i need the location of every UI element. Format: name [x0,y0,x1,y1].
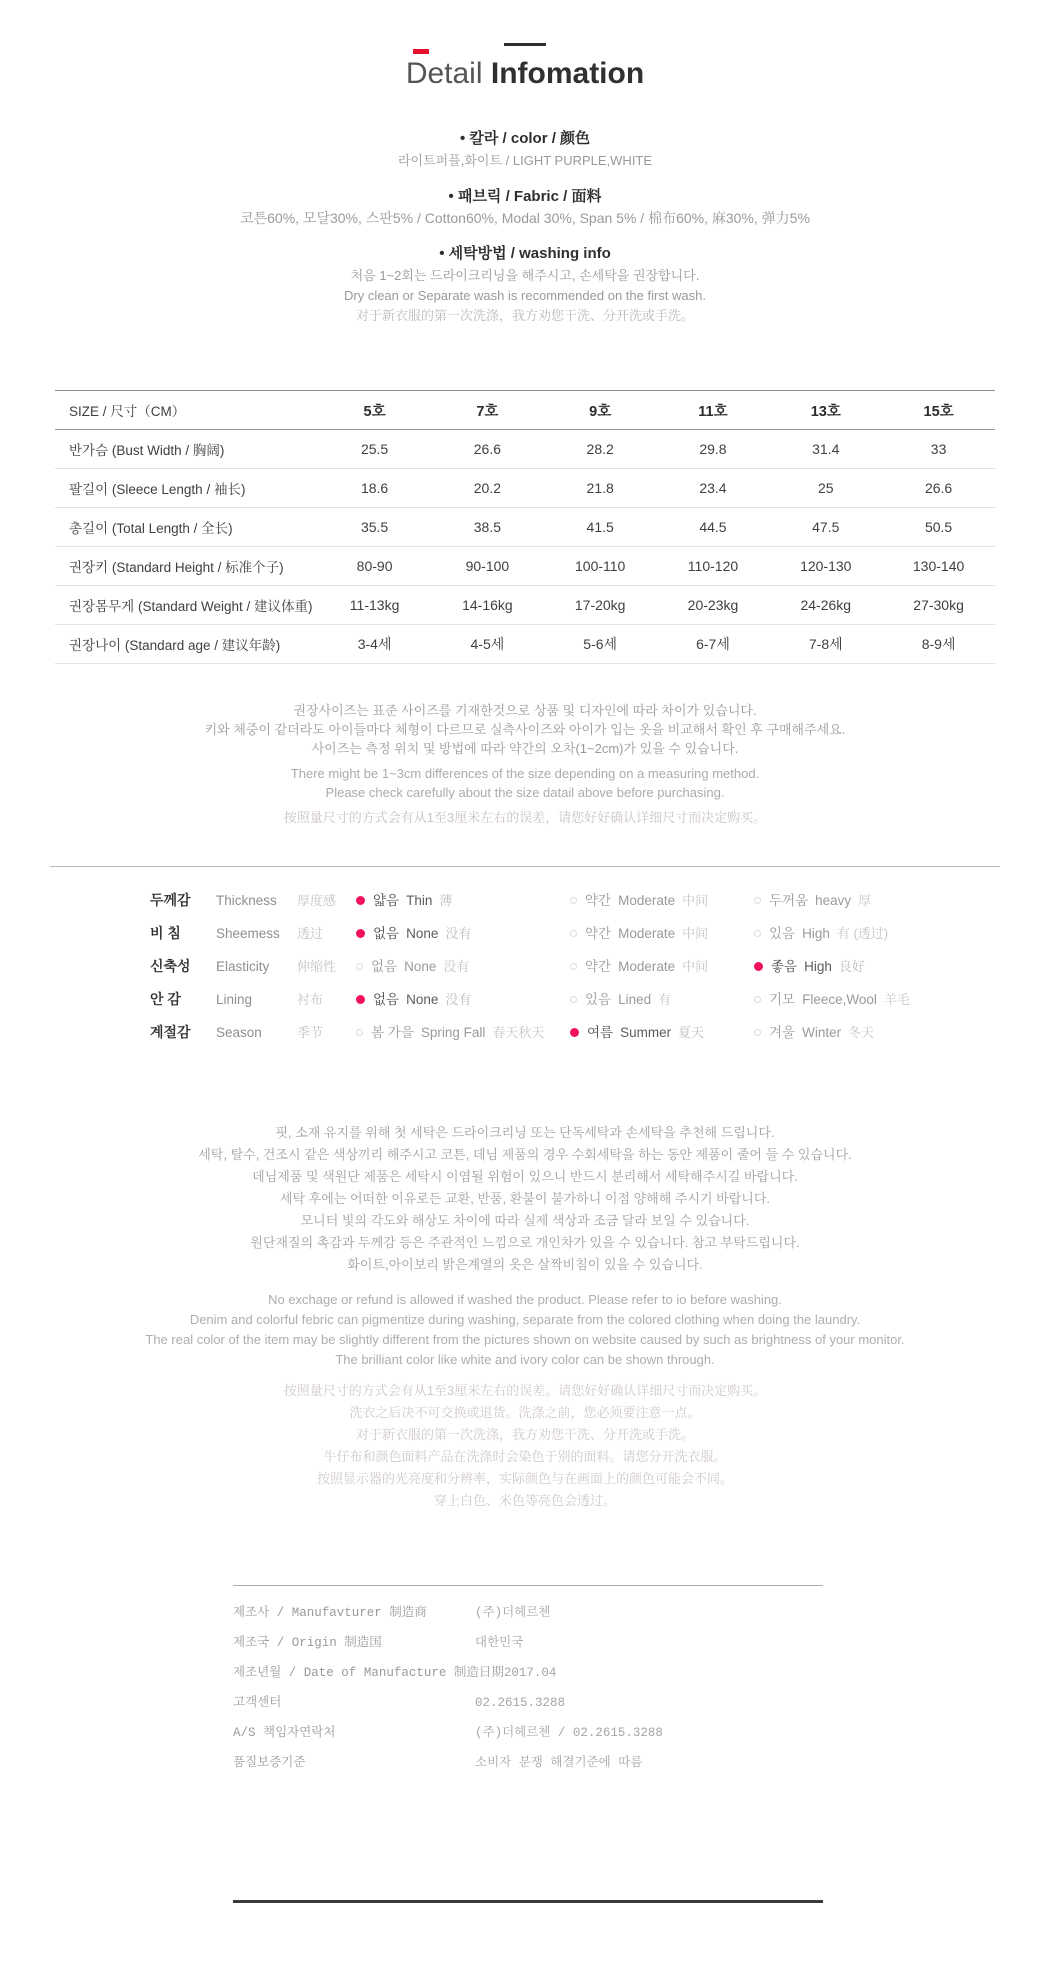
cell: 130-140 [912,558,965,574]
maker-label: A/S 책임자연락처 [233,1726,336,1740]
cell: 80-90 [356,558,393,574]
top-red-dash [413,49,429,54]
attr-option [754,884,871,917]
section-divider-line [50,866,1000,867]
attr-option [570,983,671,1016]
option-dot-icon [356,896,365,905]
cell: 28.2 [586,441,614,457]
cell: 26.6 [924,480,953,496]
cell: 110-120 [687,558,739,574]
care-line-en: Denim and colorful febric can pigmentize during washing, separate from the colored clothing when doing the laundry. [189,1312,861,1327]
attr-option [356,884,452,917]
care-line-en: The brilliant color like white and ivory color can be shown through. [335,1352,715,1367]
option-cn: 羊毛 [883,992,910,1007]
title-divider-line [504,43,546,46]
cell: 24-26kg [800,597,852,613]
fabric-section-value: 코튼60%, 모달30%, 스판5% / Cotton60%, Modal 30%, Span 5% / 棉布60%, 麻30%, 弹力5% [240,210,810,226]
care-line-cn: 按照显示器的光亮度和分辨率，实际颜色与在画面上的颜色可能会不同。 [316,1471,733,1486]
cell: 6-7세 [696,636,730,652]
option-kr: 좋음 [771,959,798,974]
cell: 29.8 [699,441,727,457]
cell: 90-100 [465,558,510,574]
row-label: 권장몸무게 (Standard Weight / 建议体重) [69,599,313,614]
option-dot-icon [356,929,365,938]
option-en: High [802,926,830,941]
option-kr: 없음 [373,926,400,941]
cell: 41.5 [586,519,614,535]
cell: 26.6 [473,441,501,457]
row-label: 반가슴 (Bust Width / 胸阔) [69,443,225,458]
option-cn: 有 (透过) [836,926,889,941]
cell: 33 [930,441,947,457]
option-kr: 있음 [769,926,796,941]
cell: 14-16kg [462,597,513,613]
option-cn: 良好 [838,959,865,974]
row-label: 팔길이 (Sleece Length / 袖长) [69,482,246,497]
option-cn: 夏天 [678,1025,705,1040]
page-title [0,55,1050,93]
cell: 18.6 [360,480,389,496]
attr-label-en: Elasticity [216,959,270,974]
option-dot-icon [754,996,761,1003]
maker-row-origin [233,1628,823,1658]
attr-label-kr: 비 침 [150,925,181,941]
care-line-kr: 핏, 소재 유지를 위해 첫 세탁은 드라이크리닝 또는 단독세탁과 손세탁을 추천해 드립니다. [275,1125,775,1140]
care-line-kr: 모니터 빛의 각도와 해상도 차이에 따라 실제 색상과 조금 달라 보일 수 있습니다. [300,1213,750,1228]
attr-label-cn: 伸缩性 [297,959,337,974]
option-dot-icon [570,963,577,970]
size-note-kr: 권장사이즈는 표준 사이즈를 기재한것으로 상품 및 디자인에 따라 차이가 있습니다. [293,703,757,718]
attr-label-cn: 季节 [297,1025,324,1040]
attribute-table [0,884,1050,1049]
size-note-kr: 키와 체중이 같더라도 아이들마다 체형이 다르므로 실측사이즈와 아이가 입는 옷을 비교해서 확인 후 구매해주세요. [204,722,846,737]
care-line-cn: 穿上白色、米色等亮色会透过。 [433,1493,616,1508]
care-line-cn: 对于新衣服的第一次洗涤，我方劝您干洗、分开洗或手洗。 [355,1427,694,1442]
option-cn: 冬天 [848,1025,875,1040]
attr-row-elasticity [0,950,1050,983]
table-row-age [55,625,995,664]
option-dot-icon [570,897,577,904]
attr-option [754,917,888,950]
care-line-cn: 洗衣之后决不可交换或退货。洗涤之前，您必须要注意一点。 [349,1405,701,1420]
care-line-kr: 세탁, 탈수, 건조시 같은 색상끼리 해주시고 코튼, 데님 제품의 경우 수회세탁을 하는 동안 제품이 줄어 들 수 있습니다. [198,1147,852,1162]
cell: 35.5 [360,519,389,535]
option-en: heavy [815,893,852,908]
table-row-total-length [55,508,995,547]
option-kr: 없음 [373,992,400,1007]
option-kr: 약간 [585,959,612,974]
option-dot-icon [754,962,763,971]
option-dot-icon [356,1029,363,1036]
cell: 21.8 [586,480,614,496]
maker-value: (주)더헤르첸 [475,1606,551,1620]
maker-row-as-contact [233,1718,823,1748]
size-col-7: 7호 [476,403,499,420]
maker-value: 대한민국 [475,1636,524,1650]
attr-label-cn: 厚度感 [297,893,337,908]
attr-label-en: Lining [216,992,253,1007]
table-row-height [55,547,995,586]
option-cn: 中间 [682,893,709,908]
attr-label-en: Season [216,1025,262,1040]
option-en: Winter [802,1025,842,1040]
washing-line-cn: 对于新衣服的第一次洗涤，我方劝您干洗、分开洗或手洗。 [355,308,694,323]
cell: 120-130 [800,558,852,574]
option-en: None [404,959,437,974]
maker-row-date [233,1658,823,1688]
care-line-kr: 원단재질의 촉감과 두께감 등은 주관적인 느낌으로 개인차가 있을 수 있습니다. 참고 부탁드립니다. [250,1235,800,1250]
washing-info-lines [0,266,1050,326]
care-line-cn: 牛仔布和颜色面料产品在洗涤时会染色于别的面料。请您分开洗衣服。 [323,1449,727,1464]
washing-line-en: Dry clean or Separate wash is recommended on the first wash. [343,288,706,303]
maker-row-customer-center [233,1688,823,1718]
size-col-5: 5호 [363,403,386,420]
maker-value: 2017.04 [503,1666,557,1680]
maker-label: 제조사 / Manufavturer 制造商 [233,1606,427,1620]
option-dot-icon [754,1029,761,1036]
cell: 3-4세 [357,636,392,652]
care-line-kr: 화이트,아이보리 밝은계열의 옷은 살짝비침이 있을 수 있습니다. [347,1257,703,1272]
size-table-header-row [55,391,995,430]
page-title-light: Detail [405,57,483,90]
option-cn: 薄 [439,893,453,908]
option-dot-icon [754,897,761,904]
care-line-en: No exchage or refund is allowed if washed the product. Please refer to io before washing. [268,1292,782,1307]
size-col-9: 9호 [589,403,612,420]
cell: 5-6세 [583,636,618,652]
care-notes-cn [0,1380,1050,1512]
fabric-section-heading: • 패브릭 / Fabric / 面料 [448,188,602,205]
attr-row-sheerness [0,917,1050,950]
attr-label-en: Thickness [216,893,277,908]
cell: 25.5 [360,441,389,457]
attr-label-kr: 신축성 [150,958,191,974]
option-en: Moderate [618,959,676,974]
attr-label-kr: 안 감 [150,991,181,1007]
care-notes-en [0,1290,1050,1370]
option-en: Moderate [618,893,676,908]
manufacturer-table [233,1585,823,1778]
maker-label: 품질보증기준 [233,1756,306,1770]
attr-option [570,1016,704,1049]
size-notes [0,701,1050,827]
care-line-kr: 데님제품 및 색원단 제품은 세탁시 이염될 위험이 있으니 반드시 분리해서 세탁해주시길 바랍니다. [252,1169,798,1184]
color-section-heading: • 칼라 / color / 颜色 [459,130,591,147]
care-line-en: The real color of the item may be slightly different from the pictures shown on website caused by such as brightness of your monitor. [145,1332,905,1347]
cell: 47.5 [812,519,840,535]
option-cn: 厚 [858,893,872,908]
option-dot-icon [754,930,761,937]
cell: 50.5 [924,519,953,535]
option-kr: 봄 가을 [371,1025,414,1040]
option-cn: 没有 [445,992,472,1007]
maker-label: 고객센터 [233,1696,282,1710]
attr-row-season [0,1016,1050,1049]
attr-option [570,950,708,983]
cell: 38.5 [473,519,501,535]
maker-value: (주)더헤르첸 / 02.2615.3288 [475,1726,663,1740]
cell: 4-5세 [470,636,505,652]
option-en: Spring Fall [420,1025,486,1040]
option-en: Summer [620,1025,672,1040]
attr-option [754,983,910,1016]
row-label: 총길이 (Total Length / 全长) [69,521,233,536]
attr-label-kr: 두께감 [150,892,191,908]
option-cn: 有 [658,992,672,1007]
washing-line-kr: 처음 1~2회는 드라이크리닝을 해주시고, 손세탁을 권장합니다. [350,268,700,283]
color-section-value: 라이트퍼플,화이트 / LIGHT PURPLE,WHITE [397,153,653,168]
option-kr: 얇음 [373,893,400,908]
cell: 8-9세 [921,636,956,652]
size-col-11: 11호 [698,403,728,420]
option-kr: 겨울 [769,1025,796,1040]
option-cn: 中间 [682,926,709,941]
size-table [55,390,995,664]
cell: 20.2 [473,480,501,496]
attr-label-cn: 透过 [297,926,324,941]
cell: 27-30kg [913,597,964,613]
maker-value: 02.2615.3288 [475,1696,566,1710]
cell: 100-110 [575,558,626,574]
option-dot-icon [570,996,577,1003]
option-dot-icon [356,995,365,1004]
cell: 20-23kg [687,597,739,613]
table-row-weight [55,586,995,625]
care-notes-kr [0,1122,1050,1276]
bottom-divider-bar [233,1900,823,1903]
option-kr: 기모 [769,992,796,1007]
size-note-cn: 按照量尺寸的方式会有从1至3厘米左右的误差，请您好好确认详细尺寸而决定购买。 [283,810,767,825]
option-dot-icon [570,930,577,937]
care-line-kr: 세탁 후에는 어떠한 이유로든 교환, 반품, 환불이 불가하니 이점 양해해 주시기 바랍니다. [279,1191,771,1206]
table-row-bust [55,430,995,469]
cell: 25 [817,480,834,496]
option-en: Lined [618,992,652,1007]
option-cn: 春天秋天 [492,1025,545,1040]
cell: 17-20kg [574,597,626,613]
cell: 11-13kg [349,597,400,613]
option-cn: 没有 [443,959,470,974]
table-row-sleeve [55,469,995,508]
maker-label: 제조년월 / Date of Manufacture 制造日期 [233,1666,504,1680]
option-en: None [406,926,439,941]
page-title-bold: Infomation [490,57,645,90]
maker-value: 소비자 분쟁 해결기준에 따름 [475,1756,643,1770]
attr-option [356,950,469,983]
option-kr: 있음 [585,992,612,1007]
maker-row-manufacturer [233,1598,823,1628]
attr-option [570,884,708,917]
size-note-en: Please check carefully about the size datail above before purchasing. [325,785,725,800]
attr-row-lining [0,983,1050,1016]
attr-option [356,917,471,950]
size-col-13: 13호 [810,403,841,420]
option-en: None [406,992,439,1007]
option-kr: 없음 [371,959,398,974]
cell: 44.5 [699,519,727,535]
size-table-header-label: SIZE / 尺寸（CM） [69,404,186,419]
row-label: 권장나이 (Standard age / 建议年龄) [69,638,281,653]
attr-label-cn: 衬布 [297,992,324,1007]
option-dot-icon [570,1028,579,1037]
attr-label-kr: 계절감 [150,1024,191,1040]
attr-option [356,1016,544,1049]
attr-label-en: Sheemess [216,926,280,941]
attr-row-thickness [0,884,1050,917]
cell: 23.4 [699,480,727,496]
cell: 7-8세 [808,636,843,652]
option-en: High [804,959,832,974]
size-note-en: There might be 1~3cm differences of the size depending on a measuring method. [290,766,760,781]
care-line-cn: 按照量尺寸的方式会有从1至3厘米左右的误差。请您好好确认详细尺寸而决定购买。 [283,1383,767,1398]
attr-option [754,1016,874,1049]
row-label: 권장키 (Standard Height / 标准个子) [69,560,284,575]
attr-option [754,950,865,983]
attr-option [570,917,708,950]
option-en: Fleece,Wool [802,992,877,1007]
maker-row-warranty [233,1748,823,1778]
option-kr: 약간 [585,893,612,908]
option-en: Thin [406,893,433,908]
option-cn: 没有 [445,926,472,941]
option-cn: 中间 [682,959,709,974]
option-kr: 두꺼움 [769,893,809,908]
maker-label: 제조국 / Origin 制造国 [233,1636,382,1650]
size-col-15: 15호 [923,403,954,420]
option-kr: 여름 [587,1025,614,1040]
option-kr: 약간 [585,926,612,941]
option-en: Moderate [618,926,676,941]
size-note-kr: 사이즈는 측정 위치 및 방법에 따라 약간의 오차(1~2cm)가 있을 수 있습니다. [311,741,739,756]
washing-section-heading: • 세탁방법 / washing info [439,245,611,262]
attr-option [356,983,471,1016]
cell: 31.4 [812,441,840,457]
option-dot-icon [356,963,363,970]
